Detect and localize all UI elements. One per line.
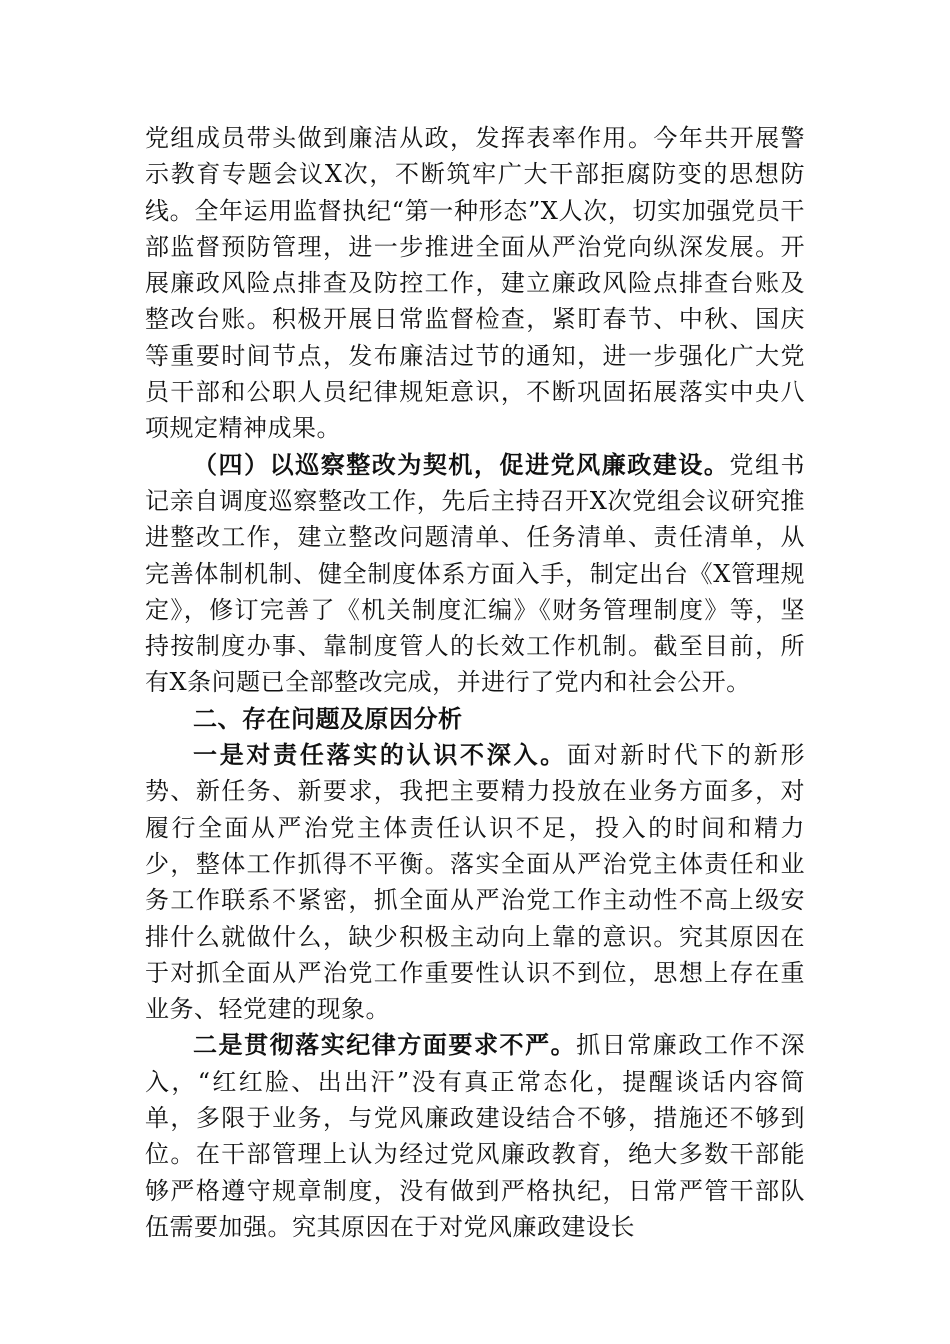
section-heading: 二、存在问题及原因分析 (193, 704, 463, 733)
paragraph-inspection-rectification (145, 447, 805, 701)
paragraph-issue-one (145, 737, 805, 1027)
paragraph-body: 面对新时代下的新形势、新任务、新要求，我把主要精力投放在业务方面多，对履行全面从严治党主体责任认识不足，投入的时间和精力少，整体工作抓得不平衡。落实全面从严治党主体责任和业务工作联系不紧密，抓全面从严治党工作主动性不高上级安排什么就做什么，缺少积极主动向上靠的意识。究其原因在于对抓全面从严治党工作重要性认识不到位，思想上存在重业务、轻党建的现象。 (145, 741, 806, 1024)
paragraph-lead: 一是对责任落实的认识不深入。 (193, 741, 567, 770)
paragraph-lead: （四）以巡察整改为契机，促进党风廉政建设。 (193, 449, 730, 479)
paragraph-supervision: 党组成员带头做到廉洁从政，发挥表率作用。今年共开展警示教育专题会议X次，不断筑牢广大干部拒腐防变的思想防线。全年运用监督执纪“第一种形态”X人次，切实加强党员干部监督预防管理，进一步推进全面从严治党向纵深发展。开展廉政风险点排查及防控工作，建立廉政风险点排查台账及整改台账。积极开展日常监督检查，紧盯春节、中秋、国庆等重要时间节点，发布廉洁过节的通知，进一步强化广大党员干部和公职人员纪律规矩意识，不断巩固拓展落实中央八项规定精神成果。 (145, 124, 805, 443)
paragraph-body: 党组书记亲自调度巡察整改工作，先后主持召开X次党组会议研究推进整改工作，建立整改问题清单、任务清单、责任清单，从完善体制机制、健全制度体系方面入手，制定出台《X管理规定》，修订完善了《机关制度汇编》《财务管理制度》等，坚持按制度办事、靠制度管人的长效工作机制。截至目前，所有X条问题已全部整改完成，并进行了党内和社会公开。 (145, 450, 806, 697)
paragraph-body: 抓日常廉政工作不深入，“红红脸、出出汗”没有真正常态化，提醒谈话内容简单，多限于业务，与党风廉政建设结合不够，措施还不够到位。在干部管理上认为经过党风廉政教育，绝大多数干部能够严格遵守规章制度，没有做到严格执纪，日常严管干部队伍需要加强。究其原因在于对党风廉政建设长 (145, 1031, 806, 1241)
paragraph-issue-two (145, 1027, 805, 1245)
paragraph-lead: 二是贯彻落实纪律方面要求不严。 (193, 1031, 577, 1060)
document-page (145, 120, 805, 1245)
